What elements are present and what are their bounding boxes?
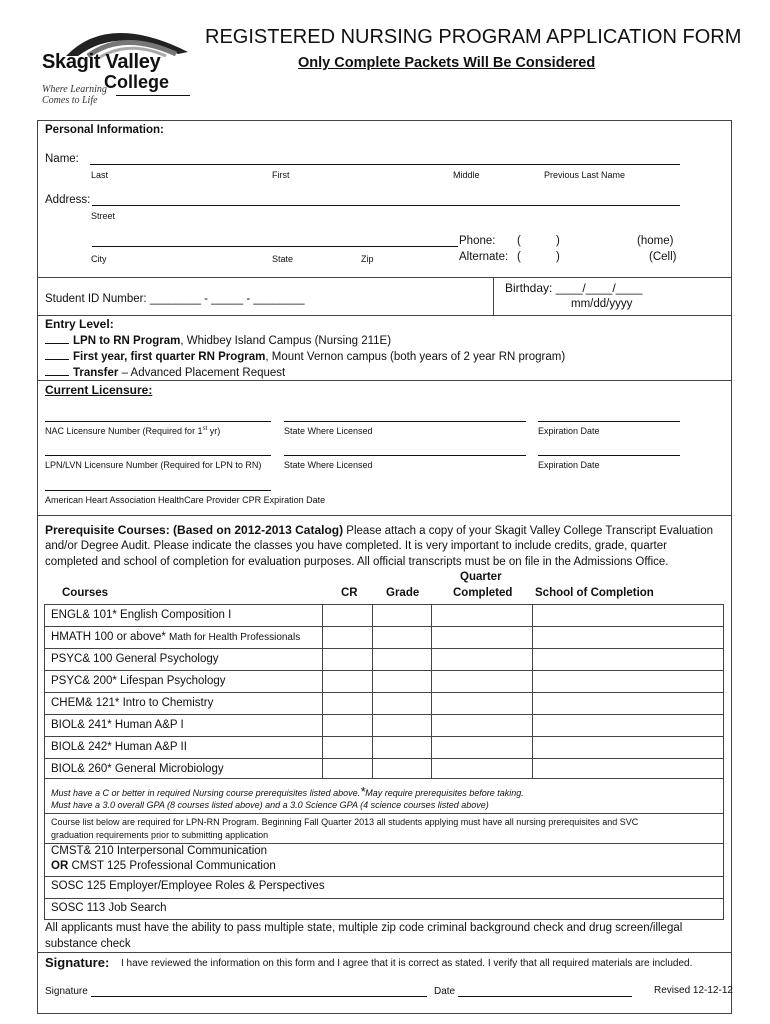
col-header-school: School of Completion — [535, 587, 654, 599]
nac-label — [45, 426, 220, 436]
entry-option-lpn[interactable] — [45, 333, 391, 347]
lpn-note-1: Course list below are required for LPN-RN Program. Beginning Fall Quarter 2013 all students applying must have all nursing prerequisites and SVC — [51, 817, 639, 827]
nac-end: yr) — [207, 426, 221, 436]
lpn-field[interactable] — [45, 455, 271, 456]
background-check-1: All applicants must have the ability to pass multiple state, multiple zip code criminal background check and drug screen/illegal — [45, 922, 683, 934]
exp2-label: Expiration Date — [538, 460, 600, 470]
logo-text-2: College — [104, 72, 170, 92]
state1-label: State Where Licensed — [284, 426, 373, 436]
row-line — [44, 626, 724, 627]
col-header-completed: Completed — [453, 587, 513, 599]
course-row: BIOL& 241* Human A&P I — [51, 719, 184, 731]
course-row: PSYC& 200* Lifespan Psychology — [51, 675, 226, 687]
birthday-format: mm/dd/yyyy — [571, 298, 633, 310]
entry-option-transfer[interactable] — [45, 365, 285, 379]
cell-label: (Cell) — [649, 251, 677, 263]
form-subtitle: Only Complete Packets Will Be Considered — [298, 55, 596, 71]
student-id-label[interactable]: Student ID Number: ________ - _____ - ________ — [45, 293, 305, 305]
prereq-note-2: Must have a 3.0 overall GPA (8 courses listed above) and a 3.0 Science GPA (4 science courses listed above) — [51, 800, 489, 810]
entry-option-title: LPN to RN Program — [73, 335, 181, 347]
prereq-intro-3: completed and school of completion for evaluation purposes. All official transcripts must be on file in the Admissions Office. — [45, 556, 669, 568]
note-text-2: May require prerequisites before taking. — [365, 788, 524, 798]
cmst-or: OR — [51, 860, 69, 872]
middle-label: Middle — [453, 170, 480, 180]
cmst-text: CMST 125 Professional Communication — [68, 860, 276, 872]
prereq-intro-1 — [45, 523, 713, 537]
divider-4 — [37, 515, 732, 516]
nac-text: NAC Licensure Number (Required for 1 — [45, 426, 203, 436]
divider-2 — [37, 315, 732, 316]
college-logo — [38, 16, 198, 108]
entry-option-title: First year, first quarter RN Program — [73, 351, 266, 363]
row-line — [44, 714, 724, 715]
name-field[interactable] — [90, 164, 680, 165]
course-row: BIOL& 260* General Microbiology — [51, 763, 224, 775]
logo-tagline-2: Comes to Life — [42, 95, 98, 106]
phone-label: Phone: — [459, 235, 496, 247]
note-star: * — [360, 784, 366, 799]
entry-checkbox[interactable] — [45, 349, 69, 360]
exp2-field[interactable] — [538, 455, 680, 456]
course-row: CHEM& 121* Intro to Chemistry — [51, 697, 214, 709]
first-label: First — [272, 170, 290, 180]
course-row: PSYC& 100 General Psychology — [51, 653, 219, 665]
course-name: HMATH 100 or above* — [51, 631, 166, 643]
home-label: (home) — [637, 235, 674, 247]
previous-name-label: Previous Last Name — [544, 170, 626, 180]
row-line — [44, 648, 724, 649]
signature-heading: Signature: — [45, 955, 110, 970]
name-label: Name: — [45, 153, 79, 165]
sosc125-row: SOSC 125 Employer/Employee Roles & Perspectives — [51, 880, 325, 892]
state2-field[interactable] — [284, 455, 526, 456]
entry-option-desc: , Whidbey Island Campus (Nursing 211E) — [180, 335, 392, 347]
background-check-2: substance check — [45, 938, 131, 950]
city-label: City — [91, 254, 107, 264]
alt-paren-close: ) — [556, 251, 560, 263]
entry-option-first-year[interactable] — [45, 349, 565, 363]
cmst-row-2 — [51, 860, 276, 872]
row-line — [44, 692, 724, 693]
birthday-label[interactable]: Birthday: ____/____/____ — [505, 281, 643, 295]
row-line — [44, 670, 724, 671]
signature-statement: I have reviewed the information on this form and I agree that it is correct as stated. I verify that all required materials are included. — [121, 958, 693, 969]
street-label: Street — [91, 211, 116, 221]
col-header-quarter: Quarter — [460, 571, 502, 583]
date-field[interactable] — [458, 996, 632, 997]
cpr-field[interactable] — [45, 490, 271, 491]
form-title: REGISTERED NURSING PROGRAM APPLICATION FORM — [205, 26, 742, 48]
prereq-intro-text: Please attach a copy of your Skagit Valley College Transcript Evaluation — [343, 525, 714, 537]
nac-sup: st — [202, 426, 208, 432]
divider-5 — [37, 952, 732, 953]
phone-paren-open: ( — [517, 235, 521, 247]
state2-label: State Where Licensed — [284, 460, 373, 470]
prereq-heading: Prerequisite Courses: (Based on 2012-2013 Catalog) — [45, 523, 344, 537]
course-row — [51, 631, 300, 643]
logo-text-1: Skagit Valley — [42, 51, 161, 73]
lpn-line-3 — [44, 898, 724, 899]
col-header-grade: Grade — [386, 587, 420, 599]
lpn-note-2: graduation requirements prior to submitting application — [51, 830, 269, 840]
cmst-row-1: CMST& 210 Interpersonal Communication — [51, 845, 268, 857]
last-label: Last — [91, 170, 109, 180]
phone-paren-close: ) — [556, 235, 560, 247]
signature-field[interactable] — [91, 996, 427, 997]
entry-checkbox[interactable] — [45, 333, 69, 344]
state-label: State — [272, 254, 294, 264]
divider-3 — [37, 380, 732, 381]
logo-underline — [116, 95, 190, 96]
cpr-label: American Heart Association HealthCare Provider CPR Expiration Date — [45, 495, 326, 505]
personal-info-heading: Personal Information: — [45, 124, 164, 136]
entry-option-title: Transfer — [73, 367, 119, 379]
col-header-courses: Courses — [62, 587, 109, 599]
exp1-field[interactable] — [538, 421, 680, 422]
address-label: Address: — [45, 194, 91, 206]
row-line — [44, 758, 724, 759]
zip-label: Zip — [361, 254, 374, 264]
city-state-zip-field[interactable] — [92, 246, 458, 247]
prereq-intro-2: and/or Degree Audit. Please indicate the classes you have completed. It is very important to include credits, grade, quarter — [45, 540, 667, 552]
entry-option-desc: – Advanced Placement Request — [118, 367, 286, 379]
logo-tagline-1: Where Learning — [42, 84, 107, 95]
exp1-label: Expiration Date — [538, 426, 600, 436]
row-line — [44, 736, 724, 737]
street-field[interactable] — [92, 205, 680, 206]
date-label: Date — [434, 986, 456, 997]
course-row: BIOL& 242* Human A&P II — [51, 741, 187, 753]
entry-level-heading: Entry Level: — [45, 317, 114, 331]
birthday-divider — [493, 277, 494, 315]
lpn-line-2 — [44, 876, 724, 877]
divider-1 — [37, 277, 732, 278]
col-header-cr: CR — [341, 587, 358, 599]
note-text: Must have a C or better in required Nursing course prerequisites listed above. — [51, 788, 361, 798]
licensure-heading: Current Licensure: — [45, 383, 153, 397]
sosc113-row: SOSC 113 Job Search — [51, 902, 167, 914]
nac-field[interactable] — [45, 421, 271, 422]
prereq-note-1 — [51, 784, 524, 799]
alt-paren-open: ( — [517, 251, 521, 263]
entry-option-desc: , Mount Vernon campus (both years of 2 year RN program) — [265, 351, 566, 363]
lpn-label: LPN/LVN Licensure Number (Required for LPN to RN) — [45, 460, 262, 470]
signature-label: Signature — [45, 986, 88, 997]
course-row: ENGL& 101* English Composition I — [51, 609, 232, 621]
revised-label: Revised 12-12-12 — [654, 985, 733, 996]
alternate-label: Alternate: — [459, 251, 509, 263]
course-note: Math for Health Professionals — [169, 632, 301, 643]
state1-field[interactable] — [284, 421, 526, 422]
entry-checkbox[interactable] — [45, 365, 69, 376]
lpn-line-1 — [44, 843, 724, 844]
